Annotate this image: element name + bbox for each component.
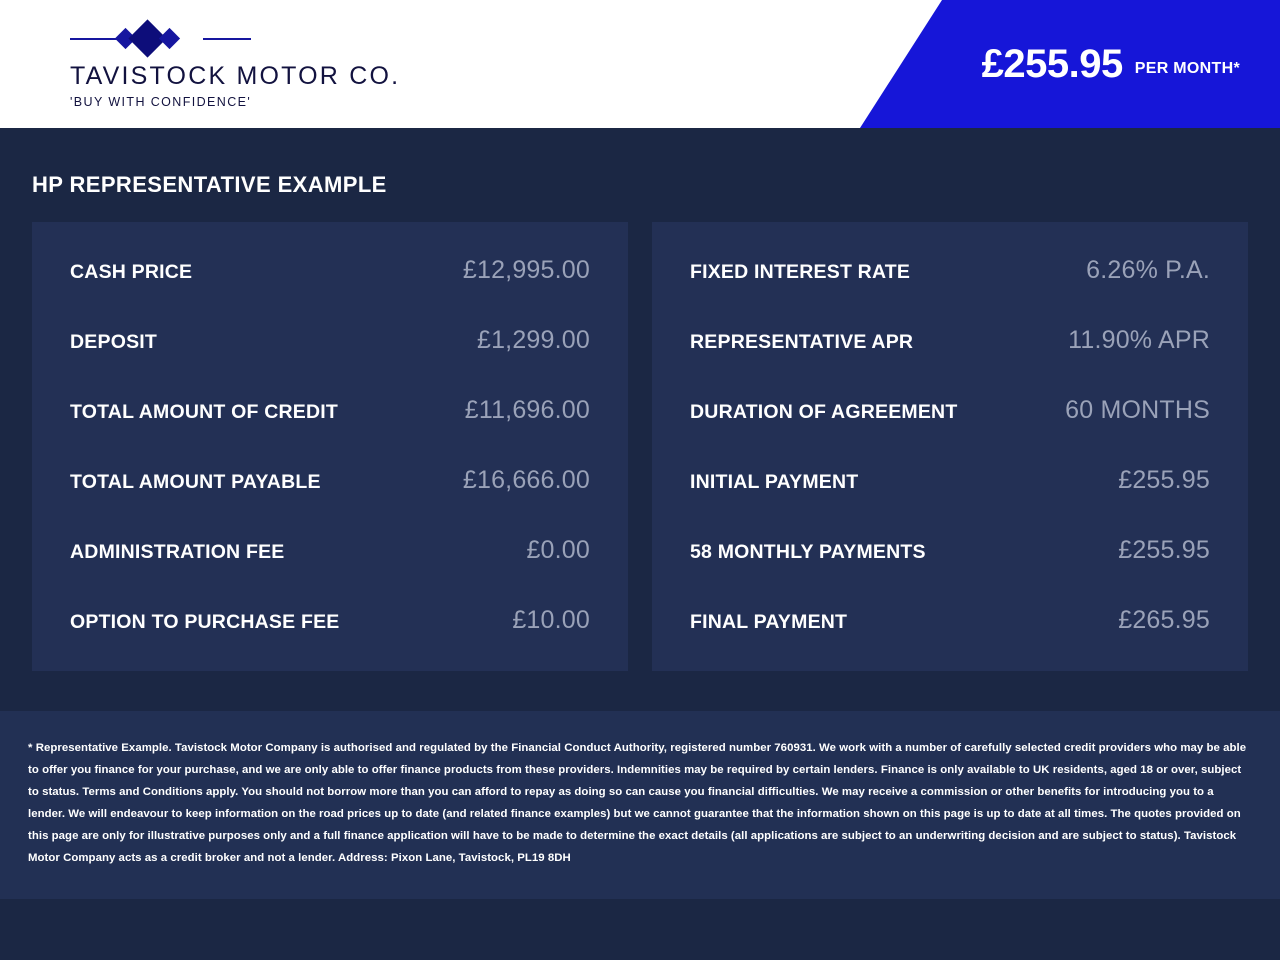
company-logo [70,22,490,109]
page-title: HP REPRESENTATIVE EXAMPLE [32,172,387,197]
row-value: £255.95 [1118,536,1210,564]
finance-panel-right [652,222,1248,671]
row-label: REPRESENTATIVE APR [690,331,914,353]
row-value: £0.00 [526,536,590,564]
table-row [690,536,1210,565]
row-value: 11.90% APR [1068,326,1210,354]
main-content [0,172,1280,671]
table-row [70,326,590,355]
monthly-price-amount: £255.95 [981,42,1123,86]
disclaimer-text: * Representative Example. Tavistock Motor Company is authorised and regulated by the Financial Conduct Authority, registered number 760931. We work with a number of carefully selected credit providers who may be able to offer you finance for your purchase, and we are only able to offer finance products from these providers. Indemnities may be required by certain lenders. Finance is only available to UK residents, aged 18 or over, subject to status. Terms and Conditions apply. You should not borrow more than you can afford to repay as doing so can cause you financial difficulties. We may receive a commission or other benefits for introducing you to a lender. We will endeavour to keep information on the road prices up to date (and related finance examples) but we cannot guarantee that the information shown on this page is up to date at all times. The quotes provided on this page are only for illustrative purposes only and a full finance application will have to be made to determine the exact details (all applications are subject to an underwriting decision and are subject to status). Tavistock Motor Company acts as a credit broker and not a lender. Address: Pixon Lane, Tavistock, PL19 8DH [28,742,1247,864]
row-label: ADMINISTRATION FEE [70,541,285,563]
finance-panel-left [32,222,628,671]
row-value: £1,299.00 [476,326,590,354]
row-label: CASH PRICE [70,261,193,283]
finance-details-panels [32,222,1248,671]
row-value: £12,995.00 [462,256,590,284]
row-value: 6.26% P.A. [1086,256,1210,284]
row-value: £10.00 [512,606,590,634]
row-label: DURATION OF AGREEMENT [690,401,958,423]
logo-company-name: TAVISTOCK MOTOR CO. [70,62,401,90]
monthly-price-banner [860,0,1280,128]
row-label: INITIAL PAYMENT [690,471,859,493]
table-row [690,256,1210,285]
row-label: TOTAL AMOUNT PAYABLE [70,471,321,493]
row-value: £255.95 [1118,466,1210,494]
table-row [690,326,1210,355]
disclaimer-section [0,711,1280,899]
table-row [690,606,1210,635]
table-row [70,466,590,495]
table-row [690,396,1210,425]
row-value: £16,666.00 [462,466,590,494]
table-row [70,536,590,565]
row-label: TOTAL AMOUNT OF CREDIT [70,401,338,423]
diamond-logo-icon [70,22,360,56]
row-value: £265.95 [1118,606,1210,634]
row-label: OPTION TO PURCHASE FEE [70,611,340,633]
row-value: 60 MONTHS [1065,396,1210,424]
row-label: FINAL PAYMENT [690,611,848,633]
page-header [0,0,1280,128]
row-label: FIXED INTEREST RATE [690,261,911,283]
logo-tagline: 'BUY WITH CONFIDENCE' [70,95,252,109]
monthly-price-period: PER MONTH* [1134,60,1240,77]
row-label: 58 MONTHLY PAYMENTS [690,541,926,563]
table-row [70,396,590,425]
table-row [690,466,1210,495]
table-row [70,256,590,285]
table-row [70,606,590,635]
row-value: £11,696.00 [464,396,590,424]
row-label: DEPOSIT [70,331,157,353]
